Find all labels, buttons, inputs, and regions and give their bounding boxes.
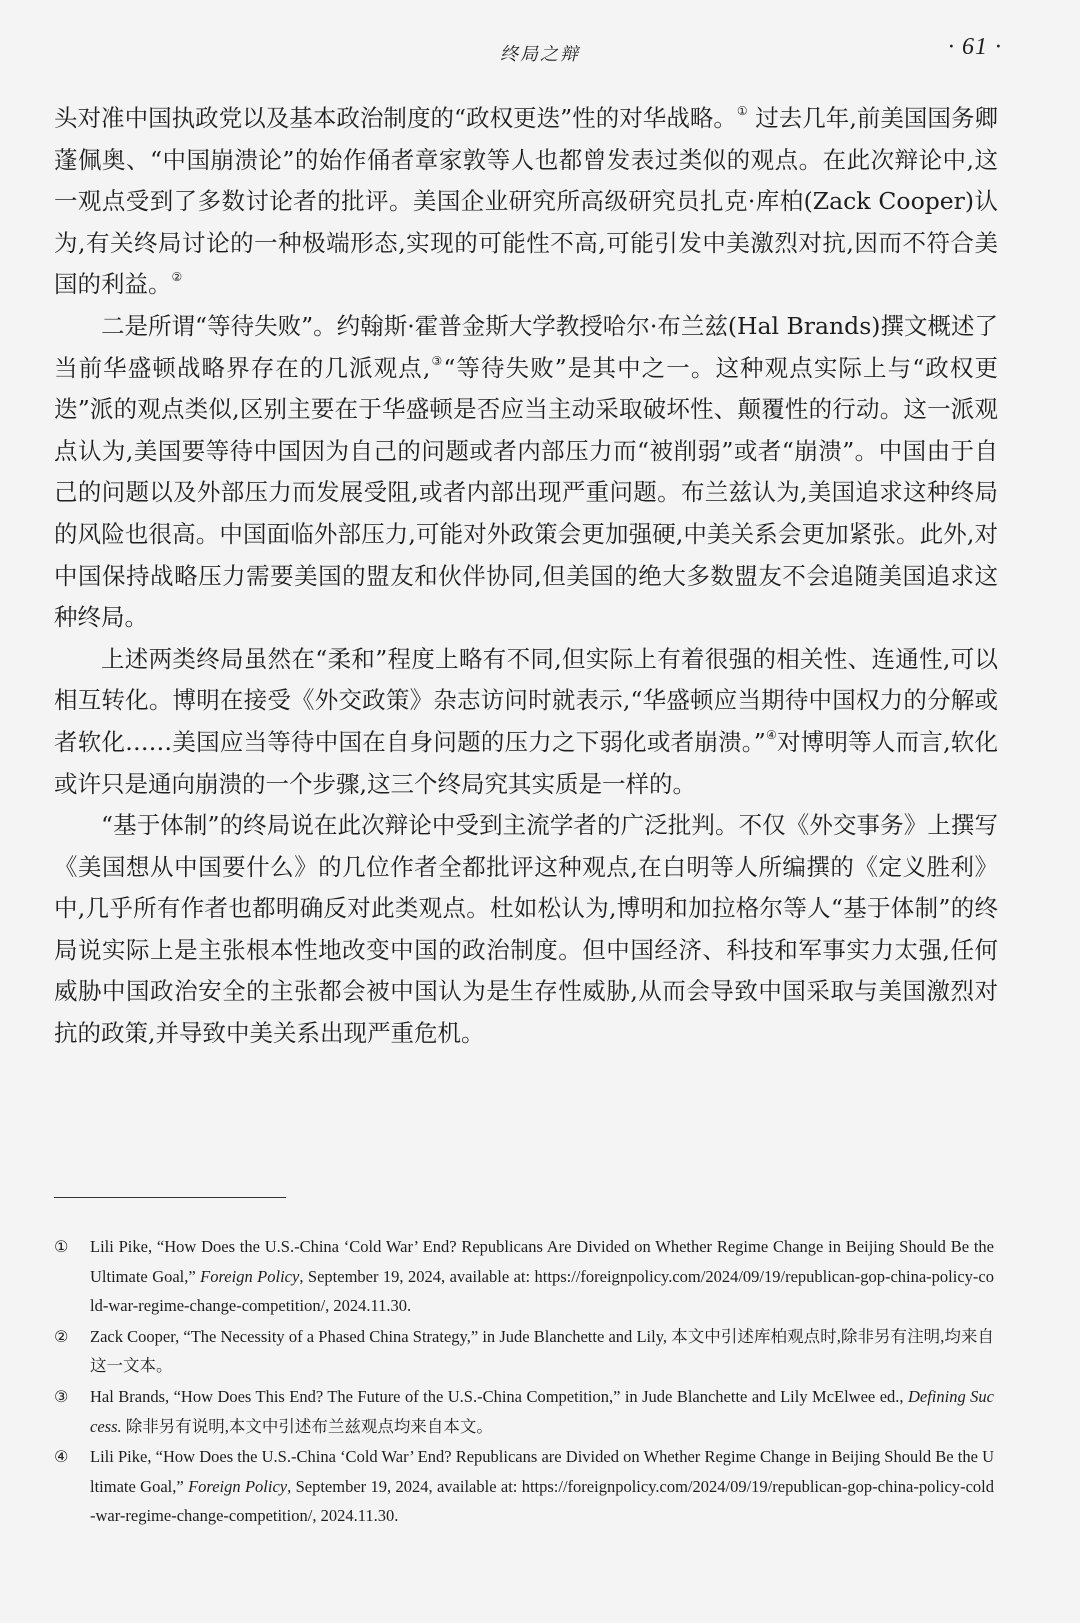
paragraph-4: “基于体制”的终局说在此次辩论中受到主流学者的广泛批判。不仅《外交事务》上撰写《美国想从中国要什么》的几位作者全都批评这种观点,在白明等人所编撰的《定义胜利》中,几乎所有作者也都明确反对此类观点。杜如松认为,博明和加拉格尔等人“基于体制”的终局说实际上是主张根本性地改变中国的政治制度。但中国经济、科技和军事实力太强,任何威胁中国政治安全的主张都会被中国认为是生存性威胁,从而会导致中国采取与美国激烈对抗的政策,并导致中美关系出现严重危机。 <box>54 811 998 1048</box>
footnote-ref-1[interactable]: ① <box>736 104 748 119</box>
page-number: · 61 · <box>948 34 1002 60</box>
running-header <box>0 34 1080 68</box>
footnote-1 <box>54 1232 994 1321</box>
footnote-2-text: Zack Cooper, “The Necessity of a Phased China Strategy,” in Jude Blanchette and Lily, 本文中引述库柏观点时,除非另有注明,均来自这一文本。 <box>90 1326 994 1376</box>
body-text <box>54 98 998 1055</box>
paragraph-1-text-a: 头对准中国执政党以及基本政治制度的“政权更迭”性的对华战略。 <box>54 104 737 132</box>
footnote-1-mark: ① <box>54 1237 69 1256</box>
footnote-4-text: Lili Pike, “How Does the U.S.-China ‘Cold War’ End? Republicans are Divided on Whether Regime Change in Beijing Should Be the Ultimate Goal,” <box>90 1447 994 1496</box>
footnote-1-italic: Foreign Policy <box>200 1266 300 1286</box>
paragraph-1-text-b: 过去几年,前美国国务卿蓬佩奥、“中国崩溃论”的始作俑者章家敦等人也都曾发表过类似的观点。在此次辩论中,这一观点受到了多数讨论者的批评。美国企业研究所高级研究员扎克·库柏(Zack Cooper)认为,有关终局讨论的一种极端形态,实现的可能性不高,可能引发中美激烈对抗,因而不符合美国的利益。 <box>54 104 998 299</box>
running-title: 终局之辩 <box>500 44 580 65</box>
footnote-ref-3[interactable]: ③ <box>430 353 444 368</box>
paragraph-1 <box>54 98 998 306</box>
footnote-ref-4[interactable]: ④ <box>765 728 777 743</box>
footnote-4-mark: ④ <box>54 1447 69 1467</box>
paragraph-3 <box>54 639 998 805</box>
paragraph-3-text-b: 对博明等人而言,软化或许只是通向崩溃的一个步骤,这三个终局究其实质是一样的。 <box>54 727 998 798</box>
footnote-3 <box>54 1382 994 1441</box>
footnote-divider <box>54 1197 286 1198</box>
footnote-4 <box>54 1442 994 1531</box>
footnote-1-tail: , September 19, 2024, available at: https://foreignpolicy.com/2024/09/19/republican-gop-china-policy-cold-war-regime-change-competition/, 2024.11.30. <box>90 1266 994 1316</box>
paragraph-2 <box>54 306 998 639</box>
footnote-2 <box>54 1322 994 1381</box>
footnote-1-text: Lili Pike, “How Does the U.S.-China ‘Cold War’ End? Republicans Are Divided on Whether Regime Change in Beijing Should Be the Ultimate Goal,” <box>90 1237 994 1286</box>
footnote-ref-2[interactable]: ② <box>171 270 183 285</box>
footnote-2-mark: ② <box>54 1326 69 1346</box>
paragraph-3-text-a: 上述两类终局虽然在“柔和”程度上略有不同,但实际上有着很强的相关性、连通性,可以相互转化。博明在接受《外交政策》杂志访问时就表示,“华盛顿应当期待中国权力的分解或者软化……美国应当等待中国在自身问题的压力之下弱化或者崩溃。” <box>54 644 998 756</box>
paragraph-2-text-a: 二是所谓“等待失败”。约翰斯·霍普金斯大学教授哈尔·布兰兹(Hal Brands)撰文概述了当前华盛顿战略界存在的几派观点, <box>54 311 998 382</box>
footnote-3-text: Hal Brands, “How Does This End? The Future of the U.S.-China Competition,” in Jude Blanchette and Lily McElwee ed., <box>90 1386 908 1406</box>
footnote-4-italic: Foreign Policy <box>188 1476 288 1496</box>
footnote-3-italic: Defining Success. <box>90 1386 994 1436</box>
footnote-4-tail: , September 19, 2024, available at: https://foreignpolicy.com/2024/09/19/republican-gop-china-policy-cold-war-regime-change-competition/, 2024.11.30. <box>90 1476 994 1526</box>
footnote-3-mark: ③ <box>54 1386 69 1406</box>
footnotes <box>54 1232 994 1532</box>
footnote-3-tail: 除非另有说明,本文中引述布兰兹观点均来自本文。 <box>121 1416 493 1436</box>
paragraph-2-text-b: “等待失败”是其中之一。这种观点实际上与“政权更迭”派的观点类似,区别主要在于华盛顿是否应当主动采取破坏性、颠覆性的行动。这一派观点认为,美国要等待中国因为自己的问题或者内部压力而“被削弱”或者“崩溃”。中国由于自己的问题以及外部压力而发展受阻,或者内部出现严重问题。布兰兹认为,美国追求这种终局的风险也很高。中国面临外部压力,可能对外政策会更加强硬,中美关系会更加紧张。此外,对中国保持战略压力需要美国的盟友和伙伴协同,但美国的绝大多数盟友不会追随美国追求这种终局。 <box>54 353 998 632</box>
